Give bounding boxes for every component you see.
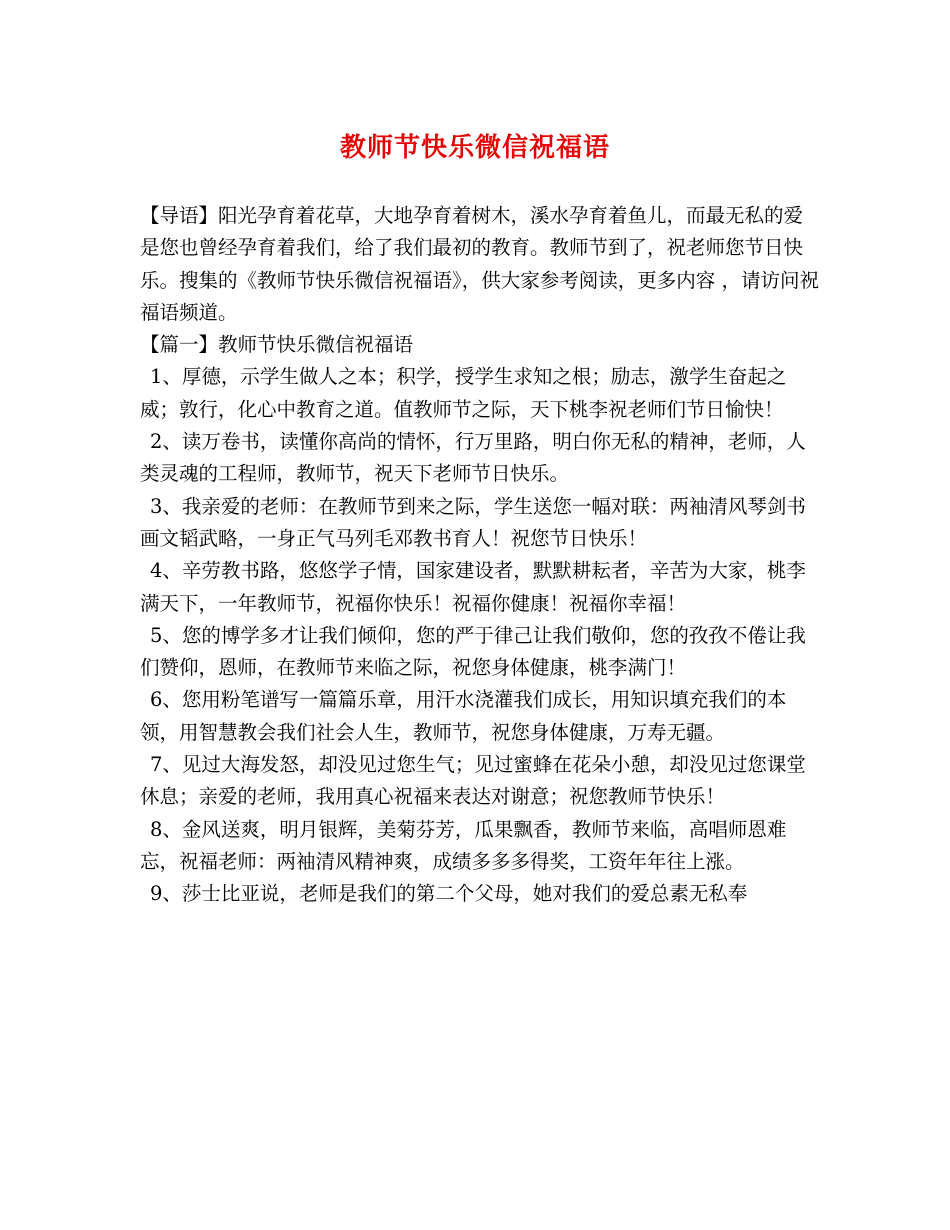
list-item: 6、您用粉笔谱写一篇篇乐章，用汗水浇灌我们成长，用知识填充我们的本领，用智慧教会我们社会人生，教师节，祝您身体健康，万寿无疆。 [140,688,787,744]
list-item: 5、您的博学多才让我们倾仰，您的严于律己让我们敬仰，您的孜孜不倦让我们赞仰，恩师，在教师节来临之际，祝您身体健康，桃李满门！ [140,623,806,680]
list-item: 9、莎士比亚说，老师是我们的第二个父母，她对我们的爱总素无私奉 [150,882,748,906]
document-body [140,200,820,911]
list-item: 2、读万卷书，读懂你高尚的情怀，行万里路，明白你无私的精神，老师，人类灵魂的工程师，教师节，祝天下老师节日快乐。 [140,430,806,486]
document-title: 教师节快乐微信祝福语 [339,133,610,163]
list-item: 1、厚德，示学生做人之本；积学，授学生求知之根；励志，激学生奋起之威；敦行，化心中教育之道。值教师节之际，天下桃李祝老师们节日愉快！ [140,365,787,421]
intro-paragraph: 【导语】阳光孕育着花草，大地孕育着树木，溪水孕育着鱼儿，而最无私的爱是您也曾经孕育着我们，给了我们最初的教育。教师节到了，祝老师您节日快乐。搜集的《教师节快乐微信祝福语》，供大家参考阅读，更多内容 ，请访问祝福语频道。 [140,204,819,324]
section-heading: 【篇一】教师节快乐微信祝福语 [140,333,414,357]
list-item: 3、我亲爱的老师：在教师节到来之际，学生送您一幅对联：两袖清风琴剑书画文韬武略，一身正气马列毛邓教书育人！祝您节日快乐！ [140,494,806,550]
list-item: 7、见过大海发怒，却没见过您生气；见过蜜蜂在花朵小憩，却没见过您课堂休息；亲爱的老师，我用真心祝福来表达对谢意；祝您教师节快乐！ [140,753,806,809]
list-item: 4、辛劳教书路，悠悠学子情，国家建设者，默默耕耘者，辛苦为大家，桃李满天下，一年教师节，祝福你快乐！祝福你健康！祝福你幸福！ [140,559,806,615]
list-item: 8、金风送爽，明月银辉，美菊芬芳，瓜果飘香，教师节来临，高唱师恩难忘，祝福老师：两袖清风精神爽，成绩多多多得奖，工资年年往上涨。 [140,817,787,873]
